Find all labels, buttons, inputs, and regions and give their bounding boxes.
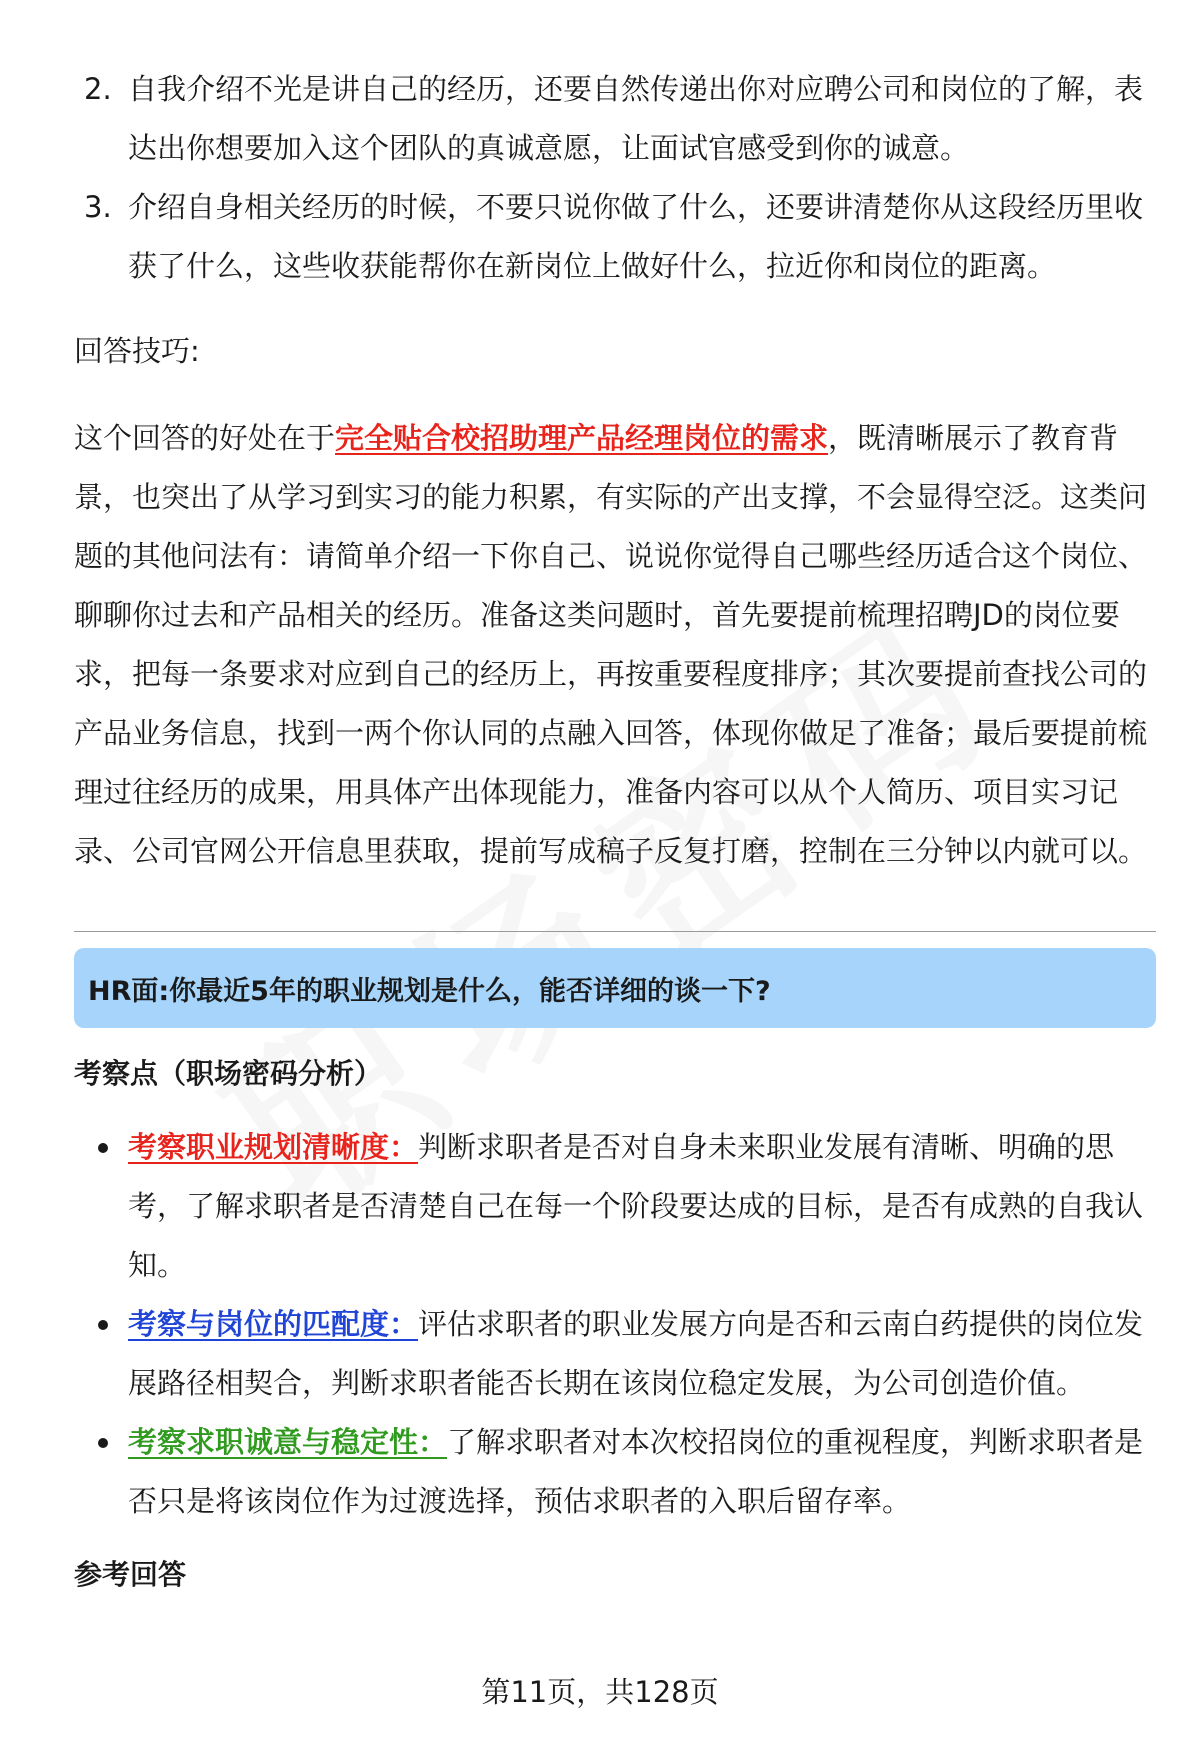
analysis-point xyxy=(74,1295,1156,1413)
bullet-dot-icon xyxy=(98,1143,108,1153)
list-item-text: 自我介绍不光是讲自己的经历，还要自然传递出你对应聘公司和岗位的了解，表达出你想要加入这个团队的真诚意愿，让面试官感受到你的诚意。 xyxy=(128,72,1144,165)
question-box xyxy=(74,948,1156,1028)
tips-highlight: 完全贴合校招助理产品经理岗位的需求 xyxy=(335,421,829,455)
analysis-keyword: 考察求职诚意与稳定性： xyxy=(128,1425,448,1459)
list-item xyxy=(74,178,1156,296)
analysis-text: 判断求职者是否对自身未来职业发展有清晰、明确的思考，了解求职者是否清楚自己在每一个阶段要达成的目标，是否有成熟的自我认知。 xyxy=(128,1130,1144,1282)
section-divider xyxy=(74,931,1156,932)
page-footer: 第11页，共128页 xyxy=(481,1675,719,1709)
list-item-number: 2. xyxy=(84,72,112,106)
bullet-dot-icon xyxy=(98,1320,108,1330)
question-text: HR面:你最近5年的职业规划是什么，能否详细的谈一下? xyxy=(88,975,771,1007)
bullet-dot-icon xyxy=(98,1438,108,1448)
analysis-keyword: 考察职业规划清晰度： xyxy=(128,1130,419,1164)
analysis-point xyxy=(74,1118,1156,1295)
numbered-list xyxy=(74,60,1156,296)
analysis-list xyxy=(74,1118,1156,1531)
list-item-text: 介绍自身相关经历的时候，不要只说你做了什么，还要讲清楚你从这段经历里收获了什么，这些收获能帮你在新岗位上做好什么，拉近你和岗位的距离。 xyxy=(128,190,1144,283)
analysis-text: 评估求职者的职业发展方向是否和云南白药提供的岗位发展路径相契合，判断求职者能否长期在该岗位稳定发展，为公司创造价值。 xyxy=(128,1307,1144,1400)
tips-rest: ，既清晰展示了教育背景，也突出了从学习到实习的能力积累，有实际的产出支撑，不会显得空泛。这类问题的其他问法有：请简单介绍一下你自己、说说你觉得自己哪些经历适合这个岗位、聊聊你过去和产品相关的经历。准备这类问题时，首先要提前梳理招聘JD的岗位要求，把每一条要求对应到自己的经历上，再按重要程度排序；其次要提前查找公司的产品业务信息，找到一两个你认同的点融入回答，体现你做足了准备；最后要提前梳理过往经历的成果，用具体产出体现能力，准备内容可以从个人简历、项目实习记录、公司官网公开信息里获取，提前写成稿子反复打磨，控制在三分钟以内就可以。 xyxy=(74,421,1148,868)
tips-prefix: 这个回答的好处在于 xyxy=(74,421,336,455)
analysis-keyword: 考察与岗位的匹配度： xyxy=(128,1307,419,1341)
document-page xyxy=(74,60,1156,1603)
list-item xyxy=(74,60,1156,178)
tips-label: 回答技巧: xyxy=(74,334,200,368)
reference-heading: 参考回答 xyxy=(74,1558,187,1591)
analysis-text: 了解求职者对本次校招岗位的重视程度，判断求职者是否只是将该岗位作为过渡选择，预估求职者的入职后留存率。 xyxy=(128,1425,1144,1518)
analysis-point xyxy=(74,1413,1156,1531)
analysis-heading: 考察点（职场密码分析） xyxy=(74,1057,383,1090)
list-item-number: 3. xyxy=(84,190,112,224)
tips-paragraph xyxy=(74,409,1156,881)
